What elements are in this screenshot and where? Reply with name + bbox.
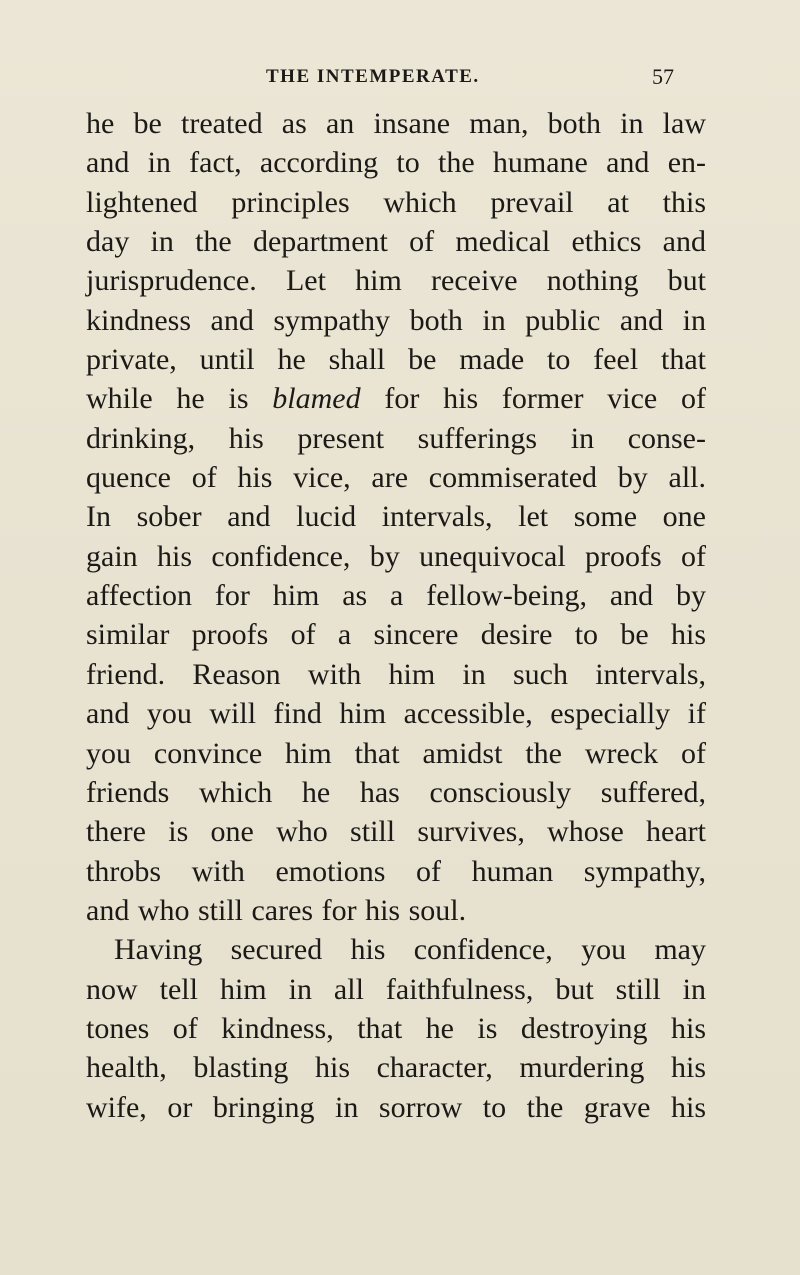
text-line: now tell him in all faithfulness, but still in [86, 972, 706, 1006]
text-line: tones of kindness, that he is destroying his [86, 1011, 706, 1045]
text-line: and who still cares for his soul. [86, 893, 467, 927]
page-number: 57 [652, 64, 674, 89]
text-line: lightened principles which prevail at this [86, 185, 706, 219]
text-line: gain his confidence, by unequivocal proofs of [86, 539, 706, 573]
body-text [86, 104, 706, 1127]
text-line: day in the department of medical ethics and [86, 225, 706, 259]
text-line: In sober and lucid intervals, let some one [86, 500, 706, 534]
text-line: kindness and sympathy both in public and in [86, 303, 706, 337]
text-line: affection for him as a fellow-being, and by [86, 579, 706, 613]
text-line: wife, or bringing in sorrow to the grave his [86, 1090, 706, 1124]
text-line: private, until he shall be made to feel that [86, 343, 706, 377]
text-line: he be treated as an insane man, both in law [86, 107, 706, 140]
text-line: throbs with emotions of human sympathy, [86, 854, 706, 888]
text-segment: for his former vice of [384, 382, 706, 416]
running-title: THE INTEMPERATE. [266, 66, 480, 87]
text-line: jurisprudence. Let him receive nothing but [86, 264, 706, 298]
text-line: health, blasting his character, murdering his [86, 1051, 706, 1085]
text-line [86, 379, 706, 418]
text-line: and in fact, according to the humane and en- [86, 146, 706, 180]
emphasized-word: blamed [272, 382, 361, 416]
text-line: quence of his vice, are commiserated by all. [86, 461, 706, 495]
text-line: there is one who still survives, whose heart [86, 815, 706, 849]
text-line: similar proofs of a sincere desire to be his [86, 618, 706, 652]
text-line: friends which he has consciously suffered, [86, 775, 706, 809]
text-line: you convince him that amidst the wreck of [86, 736, 706, 770]
text-line: Having secured his confidence, you may [114, 933, 706, 967]
text-line: friend. Reason with him in such intervals, [86, 657, 706, 691]
text-segment: while he is [86, 382, 249, 416]
text-line: drinking, his present sufferings in conse- [86, 421, 706, 455]
text-line: and you will find him accessible, especially if [86, 697, 706, 731]
running-head [0, 62, 800, 92]
